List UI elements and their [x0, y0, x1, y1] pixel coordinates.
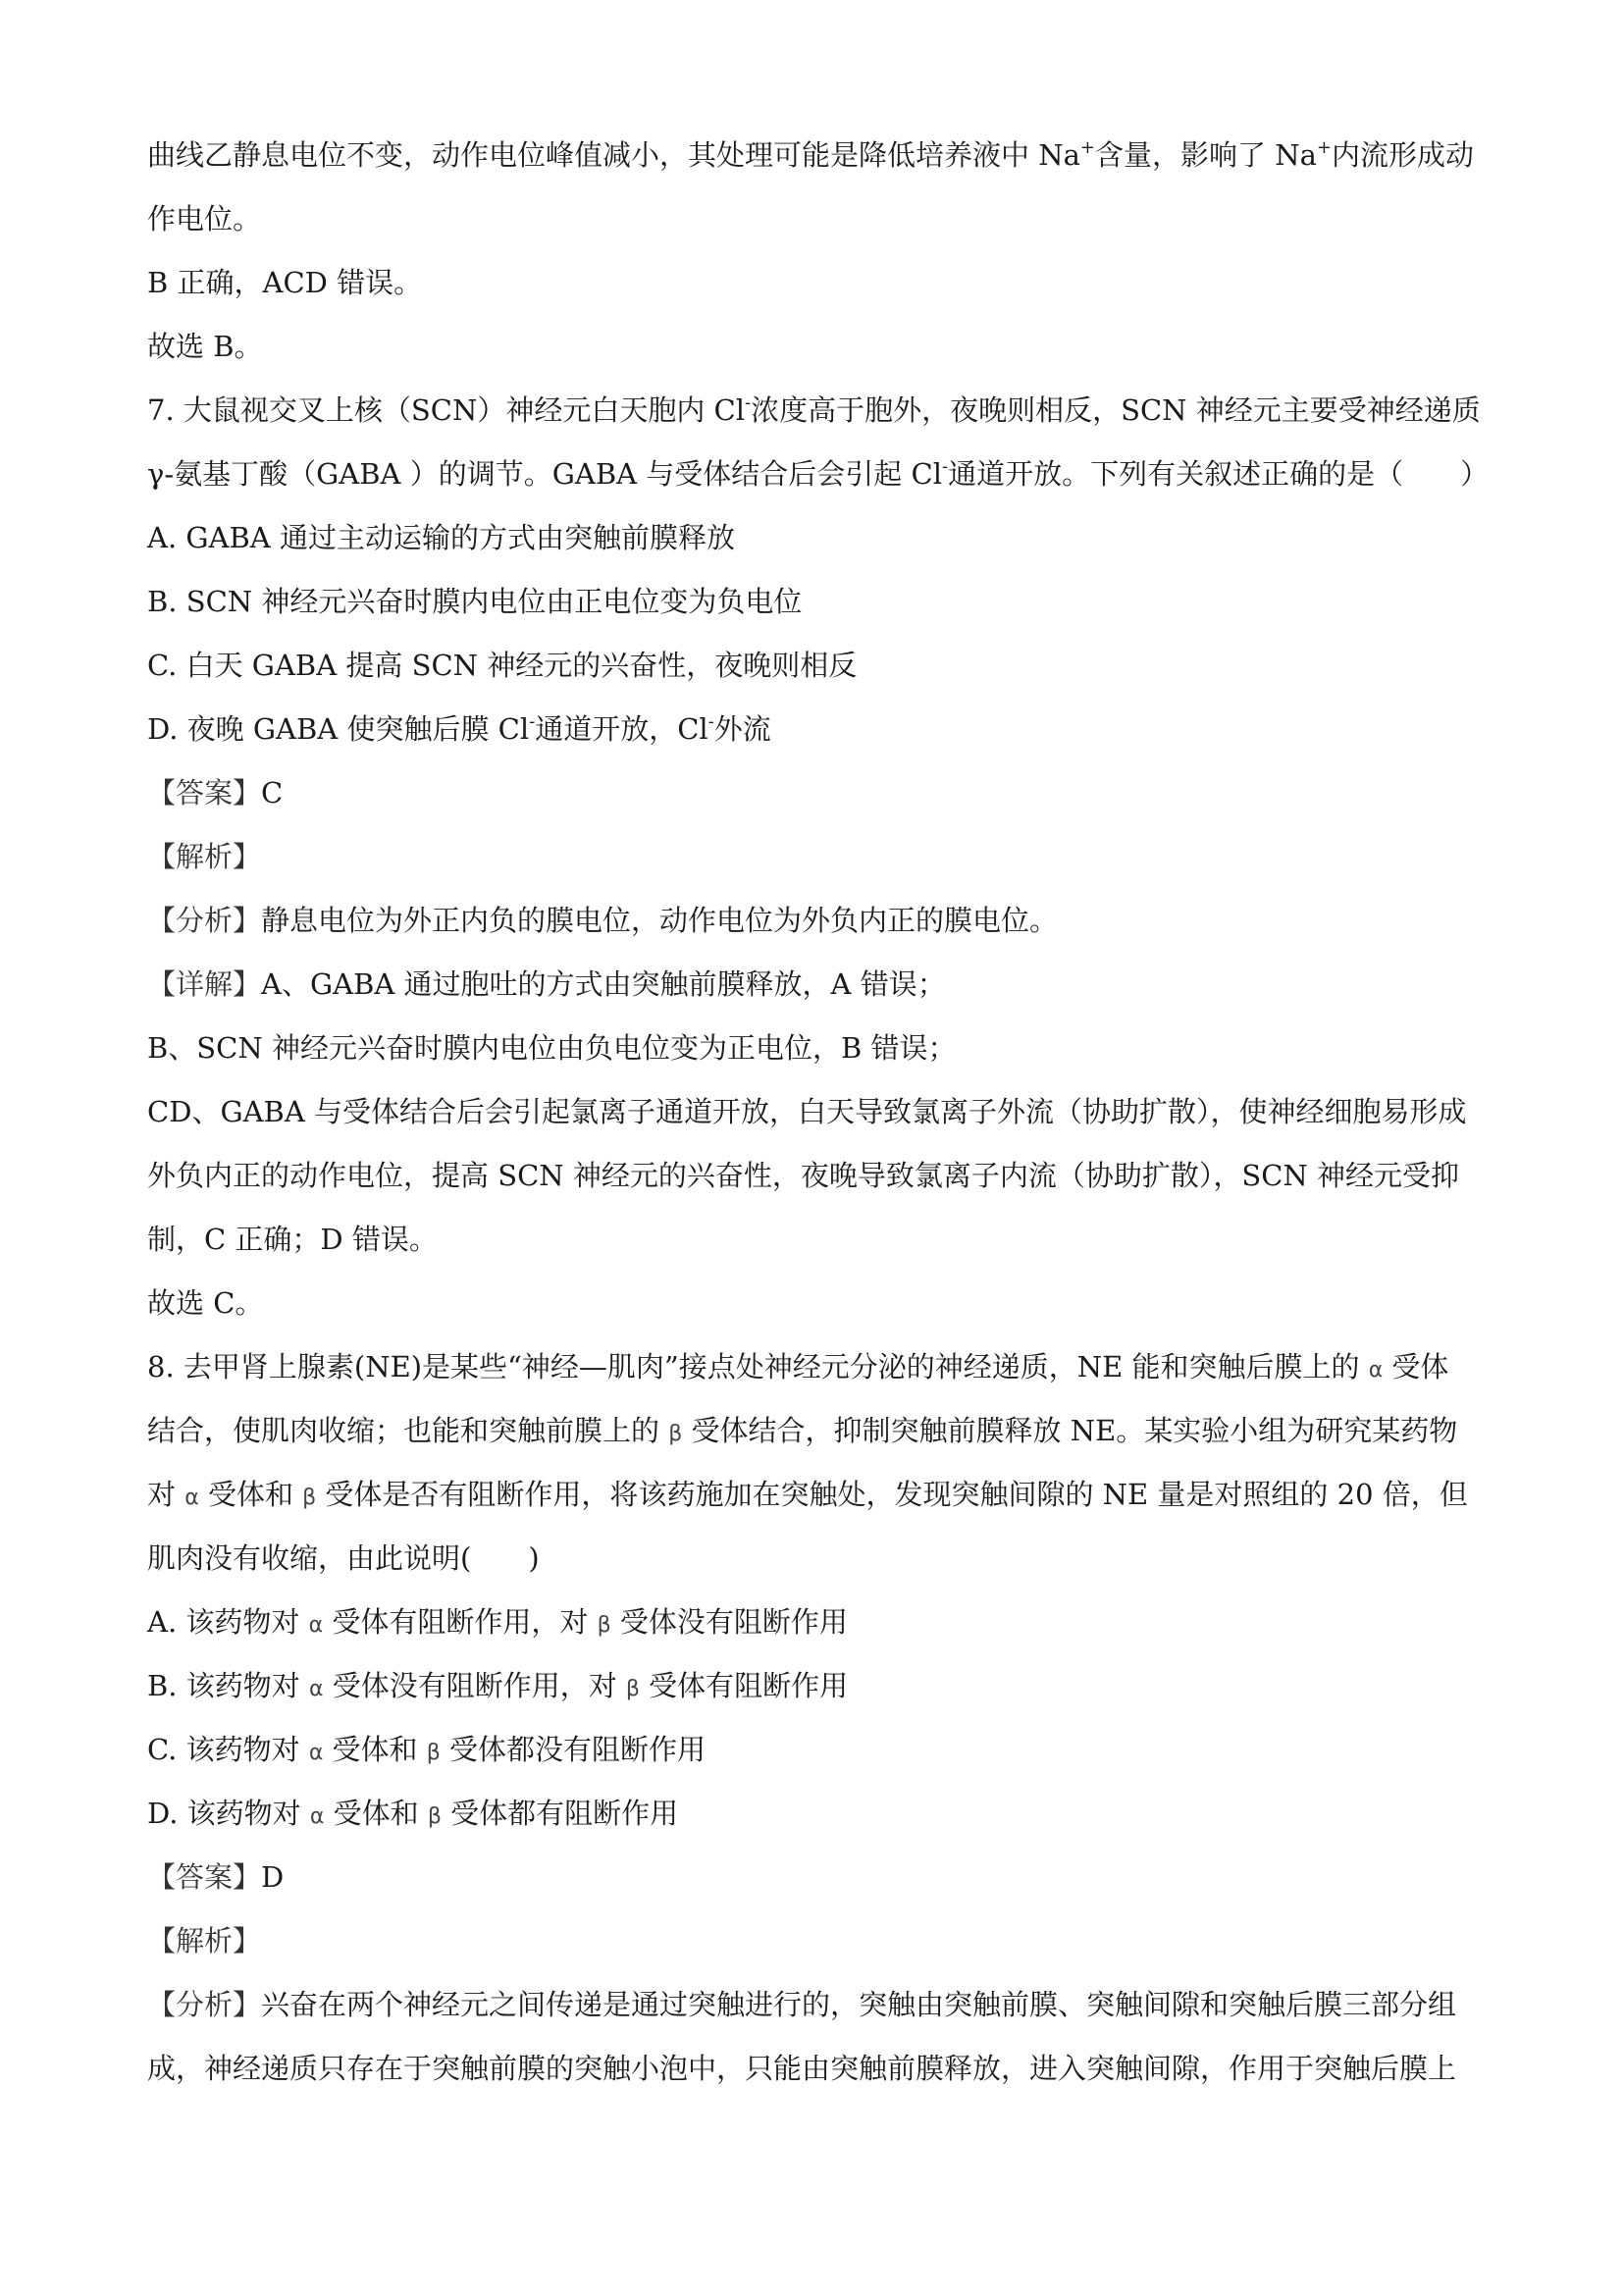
question-8-option-d: D. 该药物对 α 受体和 β 受体都有阻断作用 [147, 1797, 679, 1830]
question-7-option-a: A. GABA 通过主动运输的方式由突触前膜释放 [147, 521, 735, 554]
question-8-analysis: 成，神经递质只存在于突触前膜的突触小泡中，只能由突触前膜释放，进入突触间隙，作用于突触后膜上 [147, 2052, 1457, 2085]
question-8-answer: 【答案】D [147, 1860, 285, 1894]
question-7-answer: 【答案】C [147, 776, 284, 809]
question-7-analysis: 【分析】静息电位为外正内负的膜电位，动作电位为外负内正的膜电位。 [147, 904, 1059, 937]
question-7-detail: 外负内正的动作电位，提高 SCN 神经元的兴奋性，夜晚导致氯离子内流（协助扩散），SCN 神经元受抑 [147, 1159, 1460, 1192]
question-7-detail: 【详解】A、GABA 通过胞吐的方式由突触前膜释放，A 错误； [147, 967, 946, 1001]
question-7-detail: B、SCN 神经元兴奋时膜内电位由负电位变为正电位，B 错误； [147, 1031, 957, 1065]
question-7-conclusion: 故选 C。 [147, 1286, 264, 1320]
text-line: B 正确，ACD 错误。 [147, 266, 423, 299]
question-8-analysis-heading: 【解析】 [147, 1924, 262, 1957]
question-8-stem: 肌肉没有收缩，由此说明( ) [147, 1541, 540, 1575]
question-8-option-b: B. 该药物对 α 受体没有阻断作用，对 β 受体有阻断作用 [147, 1669, 849, 1702]
question-8-stem: 结合，使肌肉收缩；也能和突触前膜上的 β 受体结合，抑制突触前膜释放 NE。某实验小组为研究某药物 [147, 1414, 1458, 1447]
question-7-option-c: C. 白天 GABA 提高 SCN 神经元的兴奋性，夜晚则相反 [147, 649, 858, 682]
question-8-stem: 对 α 受体和 β 受体是否有阻断作用，将该药施加在突触处，发现突触间隙的 NE 量是对照组的 20 倍，但 [147, 1478, 1468, 1511]
text-line: 故选 B。 [147, 330, 263, 363]
question-7-analysis-heading: 【解析】 [147, 840, 262, 873]
question-7-stem: γ-氨基丁酸（GABA ）的调节。GABA 与受体结合后会引起 Cl-通道开放。下列有关叙述正确的是（ ） [147, 456, 1490, 491]
question-8-option-c: C. 该药物对 α 受体和 β 受体都没有阻断作用 [147, 1733, 707, 1766]
question-7-option-d: D. 夜晚 GABA 使突触后膜 Cl-通道开放，Cl-外流 [147, 711, 771, 746]
question-8-analysis: 【分析】兴奋在两个神经元之间传递是通过突触进行的，突触由突触前膜、突触间隙和突触后膜三部分组 [147, 1988, 1457, 2021]
question-7-detail: CD、GABA 与受体结合后会引起氯离子通道开放，白天导致氯离子外流（协助扩散），使神经细胞易形成 [147, 1095, 1467, 1128]
text-line: 作电位。 [147, 202, 262, 235]
question-7-option-b: B. SCN 神经元兴奋时膜内电位由正电位变为负电位 [147, 585, 803, 618]
question-8-option-a: A. 该药物对 α 受体有阻断作用，对 β 受体没有阻断作用 [147, 1605, 848, 1639]
text-line: 曲线乙静息电位不变，动作电位峰值减小，其处理可能是降低培养液中 Na+含量，影响了 Na+内流形成动 [147, 137, 1474, 172]
question-8-stem: 8. 去甲肾上腺素(NE)是某些“神经—肌肉”接点处神经元分泌的神经递质，NE 能和突触后膜上的 α 受体 [147, 1350, 1449, 1383]
question-7-stem: 7. 大鼠视交叉上核（SCN）神经元白天胞内 Cl-浓度高于胞外，夜晚则相反，SCN 神经元主要受神经递质 [147, 392, 1481, 427]
question-7-detail: 制，C 正确；D 错误。 [147, 1223, 438, 1256]
